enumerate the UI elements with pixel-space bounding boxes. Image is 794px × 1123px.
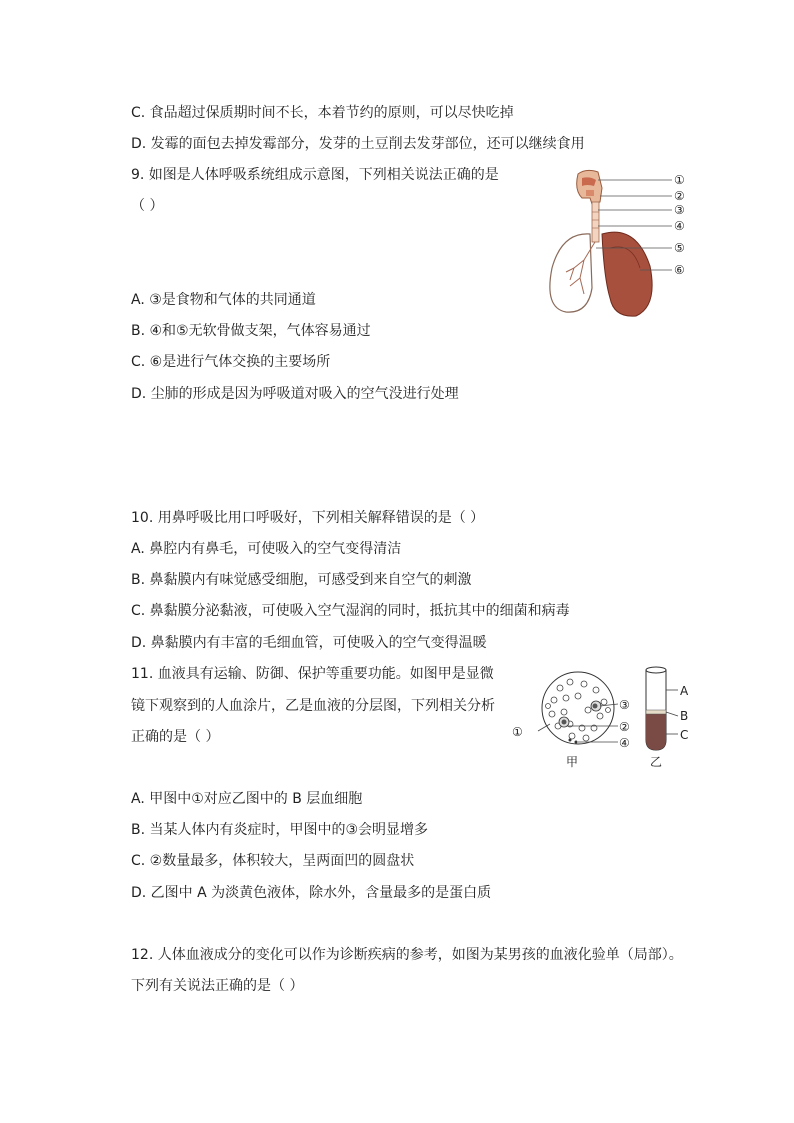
respiratory-system-figure	[540, 168, 700, 318]
q11-label-2: ②	[619, 720, 630, 734]
q9-paren: （ ）	[131, 198, 164, 214]
q9-label-5: ⑤	[674, 241, 685, 255]
q11-stem-line3: 正确的是（ ）	[131, 729, 220, 745]
q9-option-c: C. ⑥是进行气体交换的主要场所	[131, 354, 331, 370]
q12-stem-line2: 下列有关说法正确的是（ ）	[131, 978, 304, 994]
q9-label-3: ③	[674, 203, 685, 217]
q11-label-1: ①	[512, 725, 523, 739]
q10-option-b: B. 鼻黏膜内有味觉感受细胞，可感受到来自空气的刺激	[131, 572, 472, 588]
q11-caption-yi: 乙	[650, 755, 663, 769]
q11-option-b: B. 当某人体内有炎症时，甲图中的③会明显增多	[131, 822, 429, 838]
q9-option-b: B. ④和⑤无软骨做支架，气体容易通过	[131, 323, 371, 339]
blood-figure	[508, 664, 708, 774]
q11-label-A: A	[680, 684, 689, 698]
q11-label-3: ③	[619, 698, 630, 712]
q9-label-1: ①	[674, 173, 685, 187]
q11-option-a: A. 甲图中①对应乙图中的 B 层血细胞	[131, 791, 363, 807]
q11-label-C: C	[680, 728, 689, 742]
q11-stem-line1: 11. 血液具有运输、防御、保护等重要功能。如图甲是显微	[131, 666, 494, 682]
q9-label-2: ②	[674, 189, 685, 203]
q10-option-c: C. 鼻黏膜分泌黏液，可使吸入空气湿润的同时，抵抗其中的细菌和病毒	[131, 603, 570, 619]
q9-stem: 9. 如图是人体呼吸系统组成示意图，下列相关说法正确的是	[131, 167, 499, 183]
q11-label-4: ④	[619, 736, 630, 750]
q11-option-c: C. ②数量最多，体积较大，呈两面凹的圆盘状	[131, 853, 415, 869]
q12-stem-line1: 12. 人体血液成分的变化可以作为诊断疾病的参考，如图为某男孩的血液化验单（局部）。	[131, 947, 683, 963]
q11-caption-jia: 甲	[566, 755, 579, 769]
q11-stem-line2: 镜下观察到的人血涂片，乙是血液的分层图，下列相关分析	[131, 698, 495, 714]
q10-option-a: A. 鼻腔内有鼻毛，可使吸入的空气变得清洁	[131, 541, 402, 557]
q9-label-4: ④	[674, 219, 685, 233]
q9-option-d: D. 尘肺的形成是因为呼吸道对吸入的空气没进行处理	[131, 386, 459, 402]
option-d-prev: D. 发霉的面包去掉发霉部分，发芽的土豆削去发芽部位，还可以继续食用	[131, 136, 585, 152]
option-c-prev: C. 食品超过保质期时间不长，本着节约的原则，可以尽快吃掉	[131, 105, 514, 121]
q9-label-6: ⑥	[674, 263, 685, 277]
q10-option-d: D. 鼻黏膜内有丰富的毛细血管，可使吸入的空气变得温暖	[131, 635, 487, 651]
q9-option-a: A. ③是食物和气体的共同通道	[131, 292, 316, 308]
q11-label-B: B	[680, 709, 689, 723]
q10-stem: 10. 用鼻呼吸比用口呼吸好，下列相关解释错误的是（ ）	[131, 510, 485, 526]
q11-option-d: D. 乙图中 A 为淡黄色液体，除水外，含量最多的是蛋白质	[131, 885, 492, 901]
